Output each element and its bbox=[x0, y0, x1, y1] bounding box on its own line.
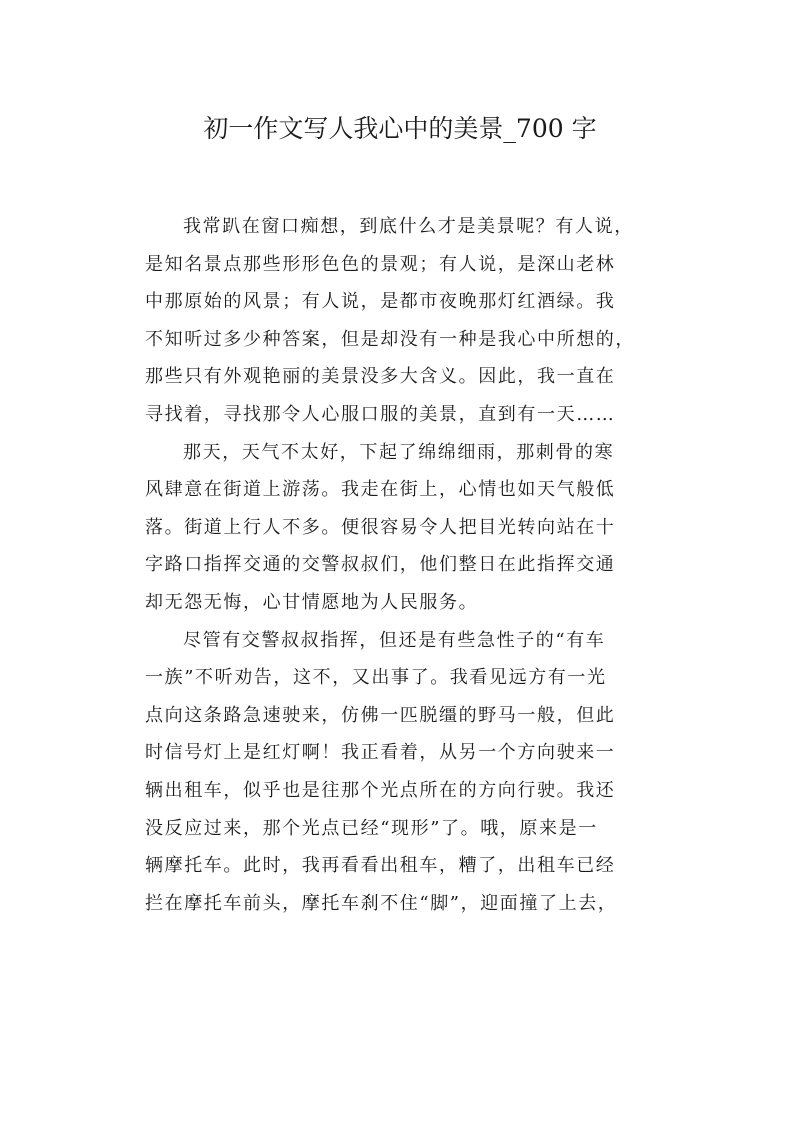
text-line: 一族”不听劝告，这不，又出事了。我看见远方有一光 bbox=[145, 667, 607, 689]
text-line: 我常趴在窗口痴想，到底什么才是美景呢？有人说， bbox=[183, 216, 634, 237]
text-line: 落。街道上行人不多。便很容易令人把目光转向站在十 bbox=[145, 516, 616, 538]
paragraph-3 bbox=[145, 622, 670, 923]
text-line: 不知听过多少种答案，但是却没有一种是我心中所想的， bbox=[145, 328, 635, 350]
paragraph-2 bbox=[145, 434, 670, 622]
article-body bbox=[145, 208, 670, 922]
text-line: 辆出租车，似乎也是往那个光点所在的方向行驶。我还 bbox=[145, 779, 616, 801]
page-title: 初一作文写人我心中的美景_700 字 bbox=[203, 114, 597, 143]
text-line: 点向这条路急速驶来，仿佛一匹脱缰的野马一般，但此 bbox=[145, 704, 616, 726]
text-line: 时信号灯上是红灯啊！我正看着，从另一个方向驶来一 bbox=[145, 742, 616, 764]
text-line: 却无怨无悔，心甘情愿地为人民服务。 bbox=[145, 591, 479, 613]
text-line: 尽管有交警叔叔指挥，但还是有些急性子的“有车 bbox=[183, 629, 606, 651]
text-line: 是知名景点那些形形色色的景观；有人说，是深山老林 bbox=[145, 253, 616, 275]
text-line: 字路口指挥交通的交警叔叔们，他们整日在此指挥交通 bbox=[145, 554, 616, 576]
text-line: 寻找着，寻找那令人心服口服的美景，直到有一天…… bbox=[145, 403, 616, 425]
text-line: 辆摩托车。此时，我再看看出租车，糟了，出租车已经 bbox=[145, 855, 616, 877]
text-line: 风肆意在街道上游荡。我走在街上，心情也如天气般低 bbox=[145, 479, 616, 501]
text-line: 拦在摩托车前头，摩托车刹不住“脚”，迎面撞了上去， bbox=[145, 892, 618, 914]
paragraph-1 bbox=[145, 208, 670, 434]
text-line: 那天，天气不太好，下起了绵绵细雨，那刺骨的寒 bbox=[183, 441, 615, 463]
text-line: 中那原始的风景；有人说，是都市夜晚那灯红酒绿。我 bbox=[145, 291, 616, 313]
text-line: 那些只有外观艳丽的美景没多大含义。因此，我一直在 bbox=[145, 366, 616, 388]
text-line: 没反应过来，那个光点已经“现形”了。哦，原来是一 bbox=[145, 817, 598, 839]
